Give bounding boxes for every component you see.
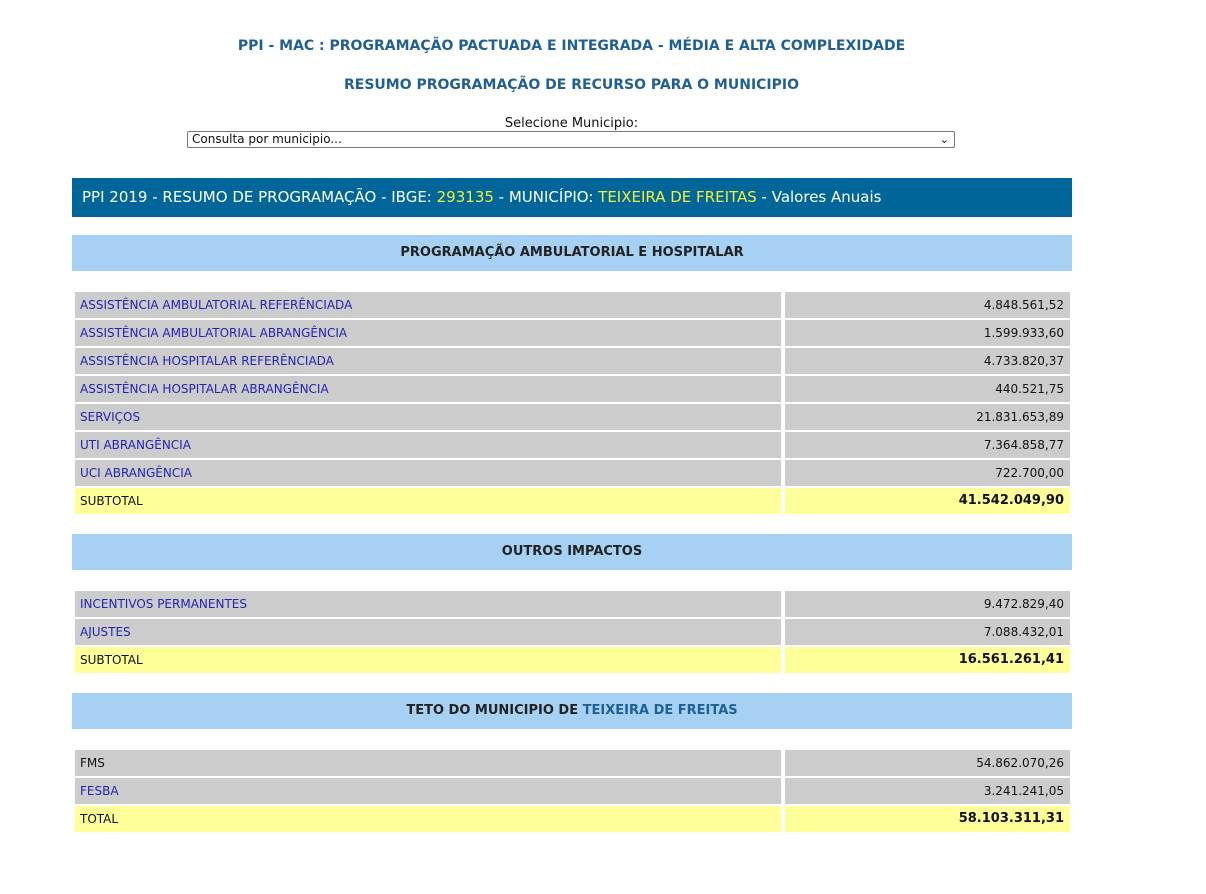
- section-header-teto: [72, 693, 1072, 729]
- total-value: 58.103.311,31: [785, 806, 1070, 832]
- table-row: [75, 292, 1070, 318]
- row-link[interactable]: INCENTIVOS PERMANENTES: [75, 591, 781, 617]
- row-link[interactable]: ASSISTÊNCIA AMBULATORIAL REFERÊNCIADA: [75, 292, 781, 318]
- section-title-prefix: TETO DO MUNICIPIO DE: [406, 703, 583, 718]
- select-value: Consulta por municipio...: [192, 132, 342, 146]
- row-link[interactable]: FESBA: [75, 778, 781, 804]
- table-row: [75, 591, 1070, 617]
- subtotal-row: [75, 488, 1070, 514]
- ibge-code: 293135: [436, 188, 494, 206]
- row-value: 722.700,00: [785, 460, 1070, 486]
- row-value: 440.521,75: [785, 376, 1070, 402]
- row-link[interactable]: ASSISTÊNCIA HOSPITALAR REFERÊNCIADA: [75, 348, 781, 374]
- section-header-ambulatorial: PROGRAMAÇÃO AMBULATORIAL E HOSPITALAR: [72, 235, 1072, 271]
- row-value: 3.241.241,05: [785, 778, 1070, 804]
- municipio-select[interactable]: [187, 131, 955, 148]
- row-value: 9.472.829,40: [785, 591, 1070, 617]
- section-header-outros-impactos: OUTROS IMPACTOS: [72, 534, 1072, 570]
- subtotal-row: [75, 647, 1070, 673]
- row-value: 1.599.933,60: [785, 320, 1070, 346]
- row-link[interactable]: AJUSTES: [75, 619, 781, 645]
- total-label: TOTAL: [75, 806, 781, 832]
- row-value: 7.088.432,01: [785, 619, 1070, 645]
- header-mid: - MUNICÍPIO:: [493, 188, 599, 206]
- row-value: 21.831.653,89: [785, 404, 1070, 430]
- table-row: [75, 404, 1070, 430]
- row-link[interactable]: SERVIÇOS: [75, 404, 781, 430]
- row-link[interactable]: UCI ABRANGÊNCIA: [75, 460, 781, 486]
- row-value: 7.364.858,77: [785, 432, 1070, 458]
- header-prefix: PPI 2019 - RESUMO DE PROGRAMAÇÃO - IBGE:: [82, 188, 437, 206]
- section-title-municipio: TEIXEIRA DE FREITAS: [582, 703, 738, 718]
- select-label: Selecione Municipio:: [504, 116, 639, 131]
- summary-header: [72, 178, 1072, 217]
- municipio-name: TEIXEIRA DE FREITAS: [598, 188, 757, 206]
- row-value: 4.848.561,52: [785, 292, 1070, 318]
- header-suffix: - Valores Anuais: [756, 188, 882, 206]
- table-row: [75, 432, 1070, 458]
- row-link[interactable]: UTI ABRANGÊNCIA: [75, 432, 781, 458]
- row-link[interactable]: ASSISTÊNCIA AMBULATORIAL ABRANGÊNCIA: [75, 320, 781, 346]
- total-row: [75, 806, 1070, 832]
- table-row: [75, 376, 1070, 402]
- table-row: [75, 750, 1070, 776]
- row-value: 4.733.820,37: [785, 348, 1070, 374]
- table-row: [75, 348, 1070, 374]
- subtotal-value: 41.542.049,90: [785, 488, 1070, 514]
- table-row: [75, 619, 1070, 645]
- page-subtitle: RESUMO PROGRAMAÇÃO DE RECURSO PARA O MUNICIPIO: [343, 77, 800, 93]
- subtotal-value: 16.561.261,41: [785, 647, 1070, 673]
- table-row: [75, 460, 1070, 486]
- page-title: PPI - MAC : PROGRAMAÇÃO PACTUADA E INTEGRADA - MÉDIA E ALTA COMPLEXIDADE: [237, 38, 906, 54]
- table-row: [75, 778, 1070, 804]
- table-row: [75, 320, 1070, 346]
- subtotal-label: SUBTOTAL: [75, 488, 781, 514]
- chevron-down-icon: ⌄: [939, 133, 949, 146]
- subtotal-label: SUBTOTAL: [75, 647, 781, 673]
- row-label: FMS: [75, 750, 781, 776]
- row-value: 54.862.070,26: [785, 750, 1070, 776]
- row-link[interactable]: ASSISTÊNCIA HOSPITALAR ABRANGÊNCIA: [75, 376, 781, 402]
